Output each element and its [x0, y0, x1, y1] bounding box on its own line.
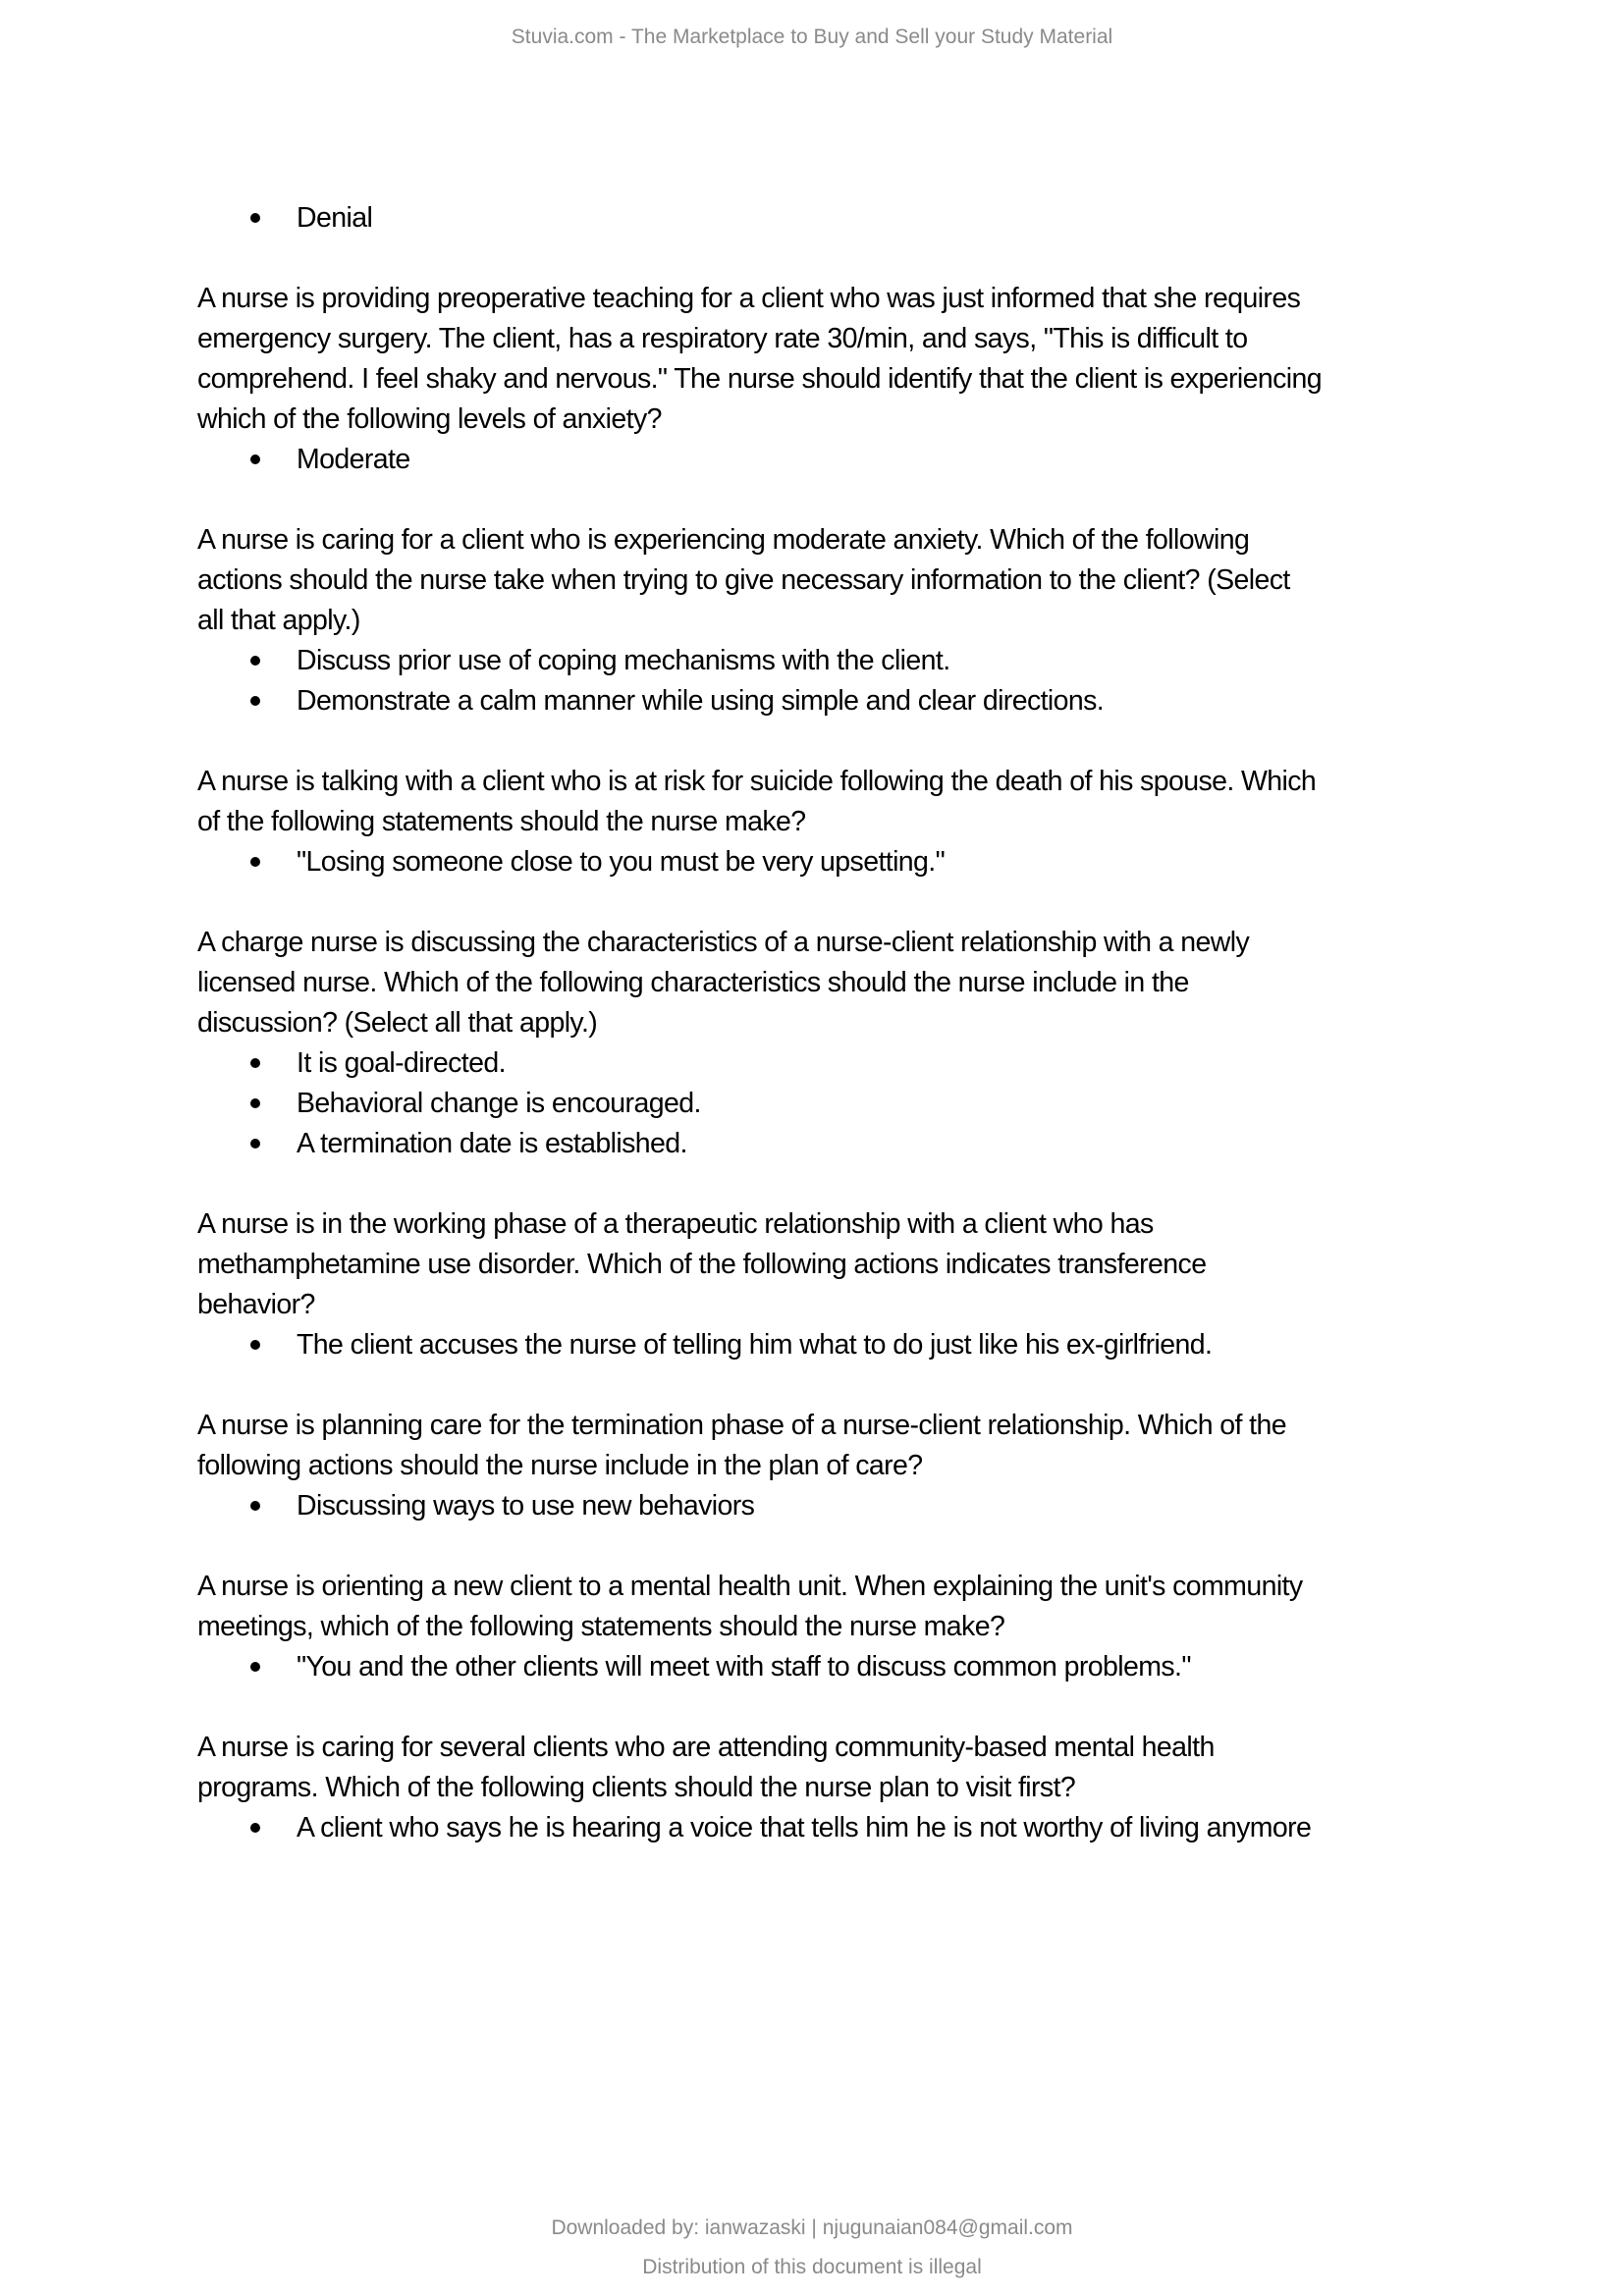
answer-text: It is goal-directed. [297, 1047, 506, 1079]
question-block [197, 923, 1493, 1164]
bullet-icon [250, 454, 260, 464]
bullet-icon [250, 1340, 260, 1350]
question-text-line: A nurse is planning care for the termination phase of a nurse-client relationship. Which of the [197, 1410, 1286, 1441]
question-text-line: comprehend. I feel shaky and nervous." The nurse should identify that the client is experiencing [197, 363, 1322, 395]
answer-text: A termination date is established. [297, 1128, 687, 1159]
question-block [197, 1728, 1493, 1848]
question-block [197, 279, 1493, 480]
answer-bullet-item [197, 681, 1493, 721]
question-text-line: discussion? (Select all that apply.) [197, 1007, 598, 1039]
answer-text: The client accuses the nurse of telling him what to do just like his ex-girlfriend. [297, 1329, 1213, 1361]
bullet-icon [250, 1501, 260, 1511]
answer-bullet-item [197, 1647, 1493, 1687]
question-text-line: A nurse is providing preoperative teaching for a client who was just informed that she requires [197, 283, 1301, 314]
bullet-icon [250, 696, 260, 706]
question-block [197, 762, 1493, 882]
question-block [197, 1204, 1493, 1365]
question-text-line: licensed nurse. Which of the following characteristics should the nurse include in the [197, 967, 1189, 998]
question-text-line: emergency surgery. The client, has a respiratory rate 30/min, and says, "This is difficult to [197, 323, 1248, 354]
question-text-line: actions should the nurse take when trying to give necessary information to the client? (Select [197, 564, 1290, 596]
bullet-icon [250, 1098, 260, 1108]
question-text-line: behavior? [197, 1289, 315, 1320]
answer-bullet-item [197, 1486, 1493, 1526]
answer-text: Discussing ways to use new behaviors [297, 1490, 755, 1522]
answer-text: Demonstrate a calm manner while using simple and clear directions. [297, 685, 1105, 717]
bullet-icon [250, 1139, 260, 1148]
answer-bullet-item [197, 1124, 1493, 1164]
question-block [197, 1406, 1493, 1526]
answer-text: "You and the other clients will meet with staff to discuss common problems." [297, 1651, 1191, 1682]
footer-distribution-notice: Distribution of this document is illegal [642, 2256, 982, 2278]
answer-text: Discuss prior use of coping mechanisms with the client. [297, 645, 950, 676]
bullet-icon [250, 857, 260, 867]
footer-downloaded-by: Downloaded by: ianwazaski | njugunaian084@gmail.com [551, 2216, 1073, 2239]
question-text-line: A charge nurse is discussing the characteristics of a nurse-client relationship with a newly [197, 927, 1250, 958]
answer-bullet-item [197, 440, 1493, 480]
bullet-icon [250, 1823, 260, 1833]
question-text-line: methamphetamine use disorder. Which of the following actions indicates transference [197, 1249, 1207, 1280]
answer-bullet-item [197, 1325, 1493, 1365]
question-text-line: A nurse is caring for a client who is experiencing moderate anxiety. Which of the following [197, 524, 1250, 556]
answer-text: "Losing someone close to you must be very upsetting." [297, 846, 946, 878]
answer-text: Moderate [297, 444, 410, 475]
answer-text: A client who says he is hearing a voice that tells him he is not worthy of living anymore [297, 1812, 1312, 1843]
question-text-line: of the following statements should the nurse make? [197, 806, 806, 837]
bullet-icon [250, 1058, 260, 1068]
answer-bullet-item [197, 842, 1493, 882]
answer-text: Behavioral change is encouraged. [297, 1088, 701, 1119]
question-text-line: meetings, which of the following statements should the nurse make? [197, 1611, 1005, 1642]
question-text-line: A nurse is orienting a new client to a mental health unit. When explaining the unit's community [197, 1571, 1303, 1602]
question-text-line: A nurse is in the working phase of a therapeutic relationship with a client who has [197, 1208, 1154, 1240]
answer-bullet-item [197, 1808, 1493, 1848]
answer-bullet-item [197, 641, 1493, 681]
answer-bullet-item [197, 1084, 1493, 1124]
answer-bullet-item [197, 1043, 1493, 1084]
question-text-line: which of the following levels of anxiety? [197, 403, 662, 435]
question-text-line: programs. Which of the following clients should the nurse plan to visit first? [197, 1772, 1076, 1803]
bullet-icon [250, 213, 260, 223]
question-text-line: A nurse is talking with a client who is at risk for suicide following the death of his spouse. Which [197, 766, 1317, 797]
document-body [197, 198, 1493, 1848]
page-header-watermark: Stuvia.com - The Marketplace to Buy and Sell your Study Material [511, 26, 1113, 48]
question-block [197, 520, 1493, 721]
bullet-icon [250, 1662, 260, 1672]
question-text-line: A nurse is caring for several clients who are attending community-based mental health [197, 1732, 1215, 1763]
question-text-line: following actions should the nurse include in the plan of care? [197, 1450, 923, 1481]
answer-text: Denial [297, 202, 373, 234]
question-block [197, 1567, 1493, 1687]
bullet-icon [250, 656, 260, 666]
question-text-line: all that apply.) [197, 605, 360, 636]
answer-bullet-item [197, 198, 1493, 239]
